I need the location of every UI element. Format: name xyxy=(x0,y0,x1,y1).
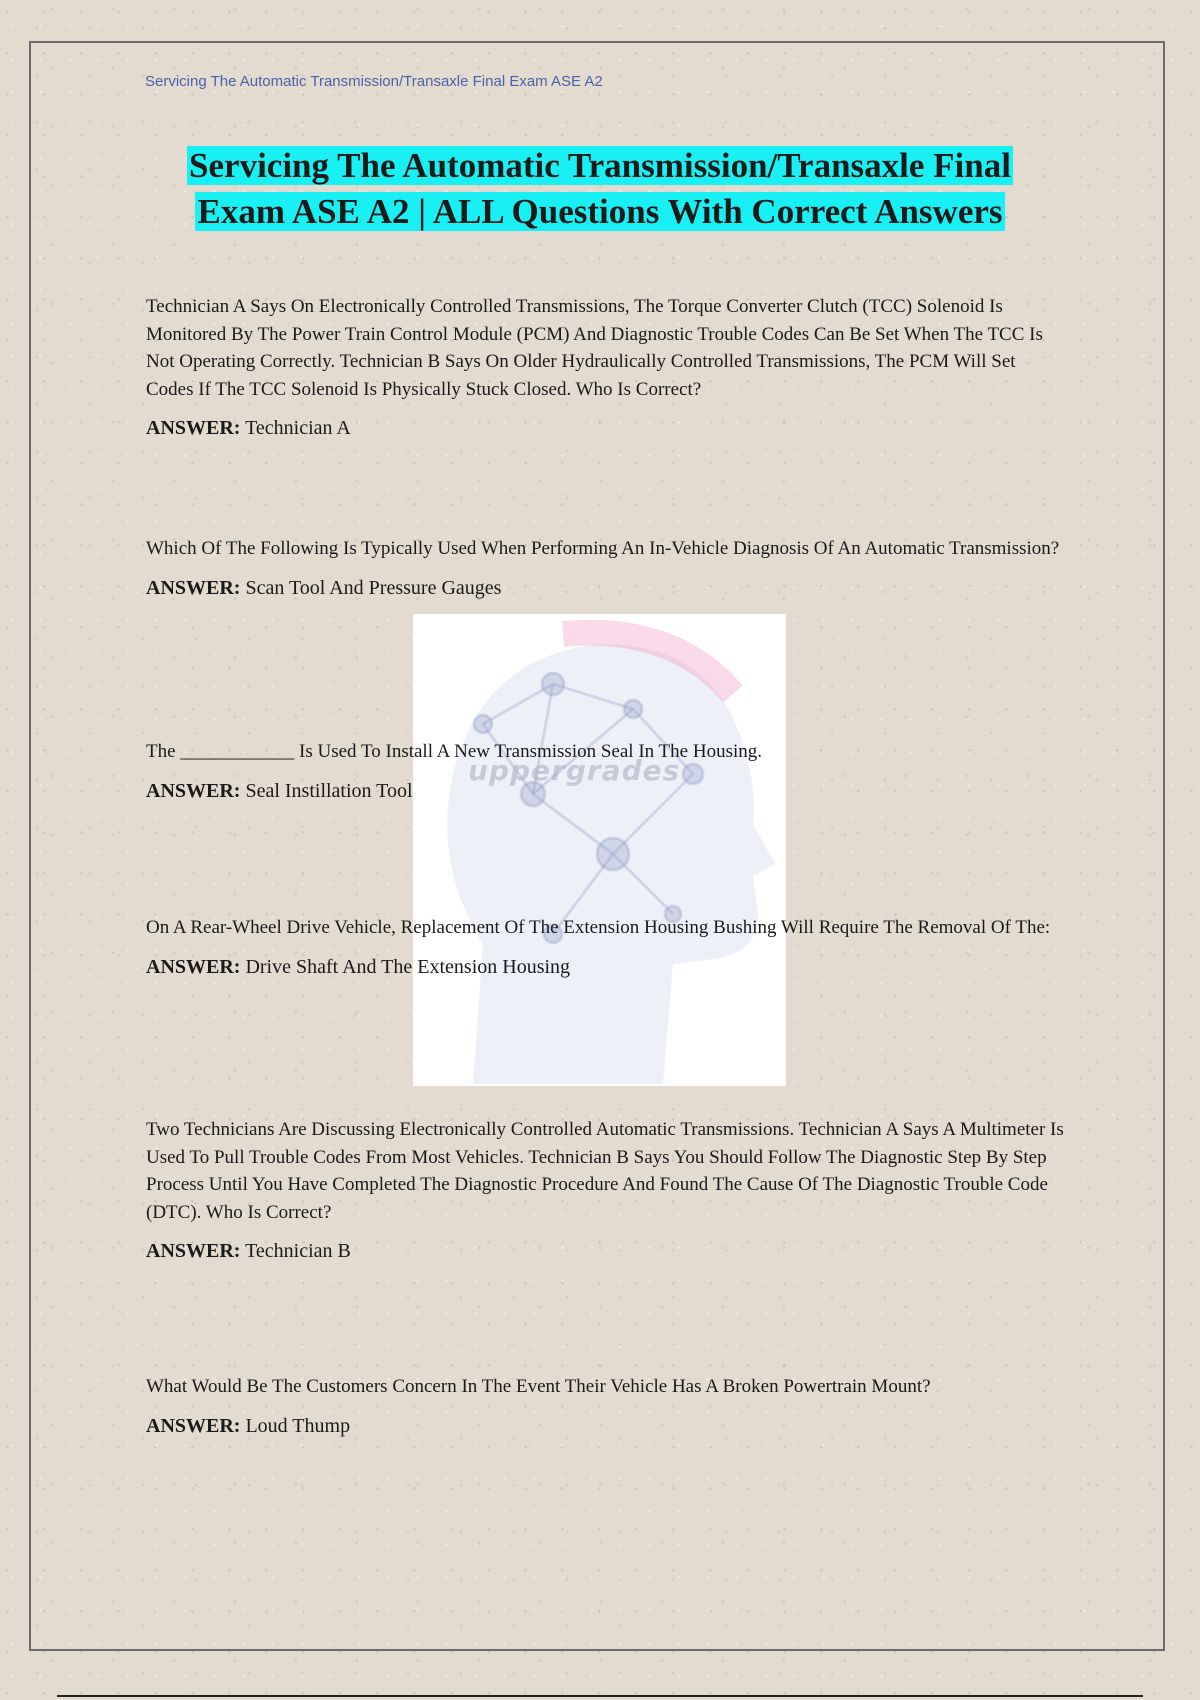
answer-text: Drive Shaft And The Extension Housing xyxy=(245,955,571,978)
head-network-icon xyxy=(413,614,786,1086)
question-text: The ____________ Is Used To Install A New Transmission Seal In The Housing. xyxy=(146,741,762,762)
answer-text: Technician A xyxy=(245,417,351,439)
answer-text: Seal Instillation Tool xyxy=(245,779,413,802)
answer-label: ANSWER: xyxy=(146,1414,241,1437)
qa-item-3 xyxy=(146,738,1066,805)
title-line-2: Exam ASE A2 | ALL Questions With Correct Answers xyxy=(197,192,1003,231)
document-title xyxy=(100,143,1100,235)
answer xyxy=(146,575,1066,602)
answer-label: ANSWER: xyxy=(146,417,241,439)
question-text: Technician A Says On Electronically Controlled Transmissions, The Torque Converter Clutch (TCC) Solenoid Is Monitored By The Power Train Control Module (PCM) And Diagnostic Trouble Codes Can Be Set When The TCC Is Not Operating Correctly. Technician B Says On Older Hydraulically Controlled Transmissions, The PCM Will Set Codes If The TCC Solenoid Is Physically Stuck Closed. Who Is Correct? xyxy=(146,296,1043,400)
answer xyxy=(146,1238,1066,1265)
question-text: Two Technicians Are Discussing Electronically Controlled Automatic Transmissions. Technician A Says A Multimeter Is Used To Pull Trouble Codes From Most Vehicles. Technician B Says You Should Follow The Diagnostic Step By Step Process Until You Have Completed The Diagnostic Procedure And Found The Cause Of The Diagnostic Trouble Code (DTC). Who Is Correct? xyxy=(146,1119,1064,1223)
watermark-brand-text: uppergrades xyxy=(468,754,681,787)
answer-label: ANSWER: xyxy=(146,1240,241,1262)
answer xyxy=(146,954,1066,981)
answer-label: ANSWER: xyxy=(146,779,241,802)
title-line-1: Servicing The Automatic Transmission/Transaxle Final xyxy=(189,146,1011,185)
qa-item-1 xyxy=(146,293,1066,442)
question-text: Which Of The Following Is Typically Used When Performing An In-Vehicle Diagnosis Of An Automatic Transmission? xyxy=(146,538,1060,559)
qa-item-6 xyxy=(146,1373,1066,1440)
answer-label: ANSWER: xyxy=(146,576,241,599)
footer-divider xyxy=(57,1695,1143,1697)
answer-text: Technician B xyxy=(245,1240,351,1262)
qa-item-5 xyxy=(146,1116,1066,1265)
qa-item-4 xyxy=(146,914,1066,981)
answer xyxy=(146,778,1066,805)
running-header: Servicing The Automatic Transmission/Transaxle Final Exam ASE A2 xyxy=(145,73,603,90)
answer xyxy=(146,1413,1066,1440)
answer xyxy=(146,415,1066,442)
answer-text: Loud Thump xyxy=(245,1414,351,1437)
question-text: On A Rear-Wheel Drive Vehicle, Replacement Of The Extension Housing Bushing Will Require The Removal Of The: xyxy=(146,917,1051,938)
watermark-logo xyxy=(413,614,786,1086)
question-text: What Would Be The Customers Concern In The Event Their Vehicle Has A Broken Powertrain Mount? xyxy=(146,1376,931,1397)
qa-item-2 xyxy=(146,535,1066,602)
answer-text: Scan Tool And Pressure Gauges xyxy=(245,576,502,599)
answer-label: ANSWER: xyxy=(146,955,241,978)
